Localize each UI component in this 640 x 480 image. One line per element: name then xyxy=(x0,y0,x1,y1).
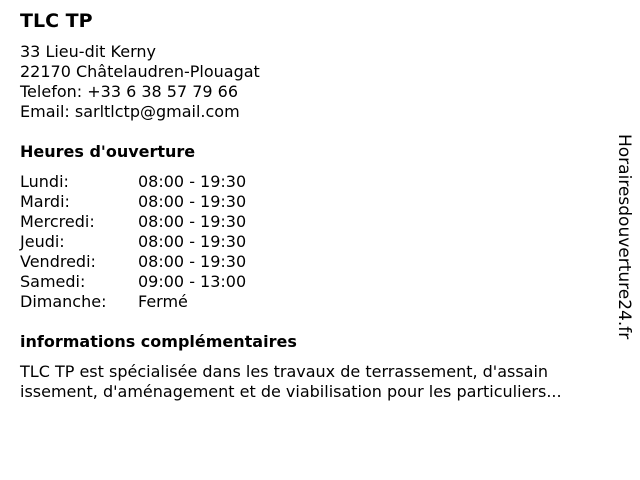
hours-time: 08:00 - 19:30 xyxy=(138,212,247,231)
hours-day: Mercredi: xyxy=(20,212,95,231)
opening-hours-table xyxy=(20,172,610,312)
hours-row-monday xyxy=(20,172,610,192)
additional-info-text xyxy=(20,362,600,402)
info-text-line-1: TLC TP est spécialisée dans les travaux de terrassement, d'assain xyxy=(20,362,549,381)
business-name: TLC TP xyxy=(20,10,93,32)
additional-info-heading: informations complémentaires xyxy=(20,332,297,351)
hours-time: 08:00 - 19:30 xyxy=(138,172,247,191)
opening-hours-heading: Heures d'ouverture xyxy=(20,142,196,161)
address-line-2: 22170 Châtelaudren-Plouagat xyxy=(20,62,260,81)
address-line-1: 33 Lieu-dit Kerny xyxy=(20,42,156,61)
hours-day: Jeudi: xyxy=(20,232,65,251)
info-text-line-2: issement, d'aménagement et de viabilisation pour les particuliers... xyxy=(20,382,562,401)
hours-row-sunday xyxy=(20,292,610,312)
hours-row-wednesday xyxy=(20,212,610,232)
hours-time: Fermé xyxy=(138,292,188,311)
hours-time: 08:00 - 19:30 xyxy=(138,252,247,271)
hours-day: Samedi: xyxy=(20,272,86,291)
email-line: Email: sarltlctp@gmail.com xyxy=(20,102,240,121)
hours-day: Lundi: xyxy=(20,172,69,191)
hours-day: Vendredi: xyxy=(20,252,96,271)
hours-row-saturday xyxy=(20,272,610,292)
site-watermark: Horairesdouverture24.fr xyxy=(614,134,634,340)
business-card xyxy=(20,8,610,402)
phone-line: Telefon: +33 6 38 57 79 66 xyxy=(20,82,239,101)
hours-time: 08:00 - 19:30 xyxy=(138,192,247,211)
hours-time: 09:00 - 13:00 xyxy=(138,272,247,291)
hours-day: Mardi: xyxy=(20,192,70,211)
hours-day: Dimanche: xyxy=(20,292,107,311)
hours-row-thursday xyxy=(20,232,610,252)
hours-time: 08:00 - 19:30 xyxy=(138,232,247,251)
hours-row-friday xyxy=(20,252,610,272)
hours-row-tuesday xyxy=(20,192,610,212)
